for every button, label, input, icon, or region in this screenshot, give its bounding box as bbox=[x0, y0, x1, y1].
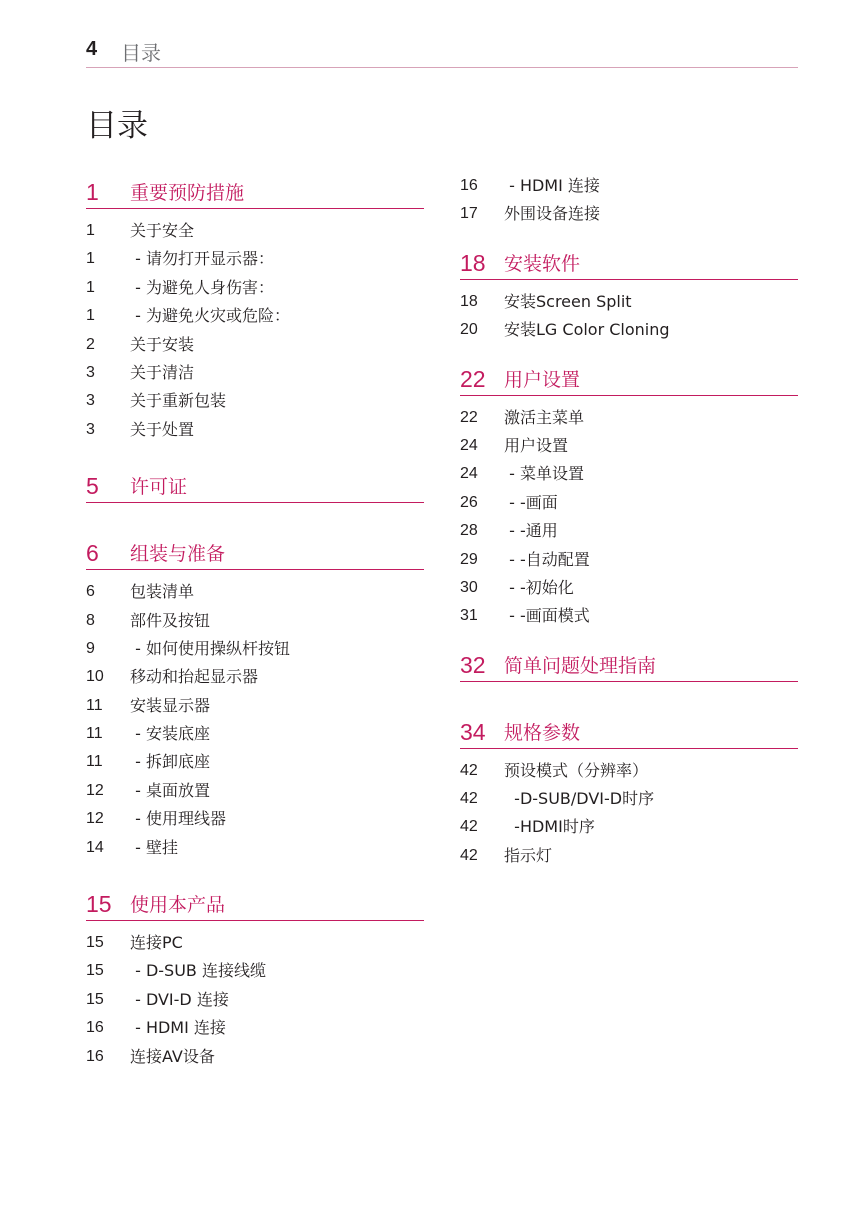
section-title: 重要预防措施 bbox=[130, 182, 245, 204]
toc-entry[interactable] bbox=[460, 602, 798, 630]
toc-entry[interactable] bbox=[460, 785, 798, 813]
toc-entry[interactable] bbox=[86, 777, 424, 805]
toc-entry-text: 安装LG Color Cloning bbox=[504, 320, 670, 340]
toc-entry[interactable] bbox=[86, 1043, 424, 1071]
toc-entry[interactable] bbox=[86, 805, 424, 833]
toc-entry[interactable] bbox=[86, 957, 424, 985]
toc-entry-page-number: 42 bbox=[460, 790, 478, 808]
section-heading[interactable] bbox=[460, 243, 798, 280]
toc-entry-text: - HDMI 连接 bbox=[130, 1018, 226, 1038]
toc-entry[interactable] bbox=[86, 635, 424, 663]
section-spacer bbox=[86, 444, 424, 466]
toc-entry-text: 用户设置 bbox=[504, 435, 569, 455]
toc-entry[interactable] bbox=[86, 834, 424, 862]
toc-entry-page-number: 11 bbox=[86, 696, 103, 714]
toc-entry-text: - D-SUB 连接线缆 bbox=[130, 961, 266, 981]
toc-left-column bbox=[86, 172, 424, 1071]
toc-entry[interactable] bbox=[460, 404, 798, 432]
toc-entry-page-number: 28 bbox=[460, 522, 478, 540]
toc-entry-text: 包装清单 bbox=[130, 582, 195, 602]
toc-entry[interactable] bbox=[86, 578, 424, 606]
toc-entry-page-number: 12 bbox=[86, 781, 104, 799]
toc-entry-page-number: 9 bbox=[86, 639, 95, 657]
section-heading[interactable] bbox=[460, 645, 798, 682]
toc-entry[interactable] bbox=[86, 692, 424, 720]
section-heading[interactable] bbox=[460, 712, 798, 749]
toc-entry-page-number: 2 bbox=[86, 335, 95, 353]
toc-entry-page-number: 15 bbox=[86, 990, 104, 1008]
toc-entry[interactable] bbox=[86, 748, 424, 776]
toc-entry-text: 关于清洁 bbox=[130, 362, 195, 382]
toc-entry-text: 激活主菜单 bbox=[504, 407, 585, 427]
toc-entry-page-number: 3 bbox=[86, 363, 95, 381]
toc-entry-page-number: 16 bbox=[460, 177, 478, 194]
section-title: 许可证 bbox=[130, 476, 188, 499]
toc-entry[interactable] bbox=[86, 387, 424, 415]
toc-entry[interactable] bbox=[460, 813, 798, 841]
toc-entry[interactable] bbox=[86, 245, 424, 273]
toc-entry-page-number: 14 bbox=[86, 838, 104, 856]
toc-entry-text: - 菜单设置 bbox=[504, 464, 584, 484]
toc-entry-page-number: 16 bbox=[86, 1019, 104, 1037]
toc-entry-page-number: 24 bbox=[460, 465, 478, 483]
toc-entry[interactable] bbox=[460, 842, 798, 870]
section-spacer bbox=[460, 345, 798, 359]
toc-entry-page-number: 42 bbox=[460, 818, 478, 836]
toc-entry-text: -HDMI时序 bbox=[504, 817, 595, 837]
toc-entry-text: - 拆卸底座 bbox=[130, 752, 210, 772]
section-title: 简单问题处理指南 bbox=[504, 654, 657, 677]
toc-entry-text: - -自动配置 bbox=[504, 549, 590, 569]
section-heading[interactable] bbox=[460, 359, 798, 396]
toc-entry-text: 关于安装 bbox=[130, 334, 195, 354]
section-page-number: 5 bbox=[86, 473, 99, 500]
toc-entry-page-number: 42 bbox=[460, 846, 478, 864]
toc-entry[interactable] bbox=[460, 316, 798, 344]
toc-entry-page-number: 6 bbox=[86, 583, 95, 601]
section-title: 使用本产品 bbox=[130, 894, 226, 917]
toc-entry-text: - -初始化 bbox=[504, 577, 574, 597]
section-heading[interactable] bbox=[86, 466, 424, 503]
toc-entry-page-number: 3 bbox=[86, 420, 95, 438]
section-spacer bbox=[86, 862, 424, 884]
toc-entry-page-number: 1 bbox=[86, 278, 95, 296]
section-heading[interactable] bbox=[86, 884, 424, 921]
page-title: 目录 bbox=[86, 108, 148, 144]
toc-entry-page-number: 26 bbox=[460, 493, 478, 511]
toc-entry-page-number: 11 bbox=[86, 725, 103, 743]
toc-entry-text: 安装显示器 bbox=[130, 695, 211, 715]
section-title: 规格参数 bbox=[504, 721, 581, 744]
toc-entry[interactable] bbox=[460, 546, 798, 574]
toc-entry-page-number: 31 bbox=[460, 607, 478, 625]
toc-entry-page-number: 12 bbox=[86, 810, 104, 828]
page-header bbox=[86, 34, 798, 68]
toc-entry-text: 指示灯 bbox=[504, 845, 553, 865]
toc-entry-page-number: 18 bbox=[460, 292, 478, 310]
toc-entry[interactable] bbox=[460, 460, 798, 488]
toc-entry-text: - 桌面放置 bbox=[130, 780, 210, 800]
section-page-number: 34 bbox=[460, 718, 486, 745]
toc-entry-page-number: 15 bbox=[86, 934, 104, 952]
section-page-number: 18 bbox=[460, 249, 486, 276]
toc-entry-page-number: 22 bbox=[460, 408, 478, 426]
toc-right-column bbox=[460, 172, 798, 870]
header-title: 目录 bbox=[121, 41, 161, 65]
toc-entry-page-number: 1 bbox=[86, 222, 95, 239]
section-page-number: 1 bbox=[86, 179, 99, 205]
section-title: 组装与准备 bbox=[130, 543, 226, 566]
toc-entry[interactable] bbox=[86, 416, 424, 444]
section-page-number: 32 bbox=[460, 651, 486, 678]
section-spacer bbox=[460, 690, 798, 712]
toc-entry-page-number: 30 bbox=[460, 578, 478, 596]
toc-entry-page-number: 20 bbox=[460, 321, 478, 339]
toc-entry-text: 预设模式（分辨率） bbox=[504, 760, 649, 780]
toc-entry-text: 外围设备连接 bbox=[504, 204, 601, 224]
toc-entry-text: -D-SUB/DVI-D时序 bbox=[504, 789, 655, 809]
header-page-number: 4 bbox=[86, 38, 98, 60]
section-title: 安装软件 bbox=[504, 252, 581, 275]
toc-entry[interactable] bbox=[460, 200, 798, 228]
toc-entry[interactable] bbox=[86, 274, 424, 302]
toc-entry-page-number: 42 bbox=[460, 761, 478, 779]
toc-entry-page-number: 1 bbox=[86, 307, 95, 325]
toc-entry[interactable] bbox=[86, 663, 424, 691]
toc-entry-page-number: 24 bbox=[460, 436, 478, 454]
toc-entry[interactable] bbox=[86, 607, 424, 635]
toc-entry[interactable] bbox=[86, 302, 424, 330]
toc-entry-page-number: 16 bbox=[86, 1047, 104, 1065]
toc-entry-text: - -画面 bbox=[504, 492, 558, 512]
toc-entry-page-number: 8 bbox=[86, 611, 95, 629]
toc-entry[interactable] bbox=[460, 517, 798, 545]
toc-entry-text: - 壁挂 bbox=[130, 837, 178, 857]
toc-entry-page-number: 15 bbox=[86, 962, 104, 980]
toc-entry-page-number: 17 bbox=[460, 205, 478, 223]
toc-entry[interactable] bbox=[460, 757, 798, 785]
toc-entry[interactable] bbox=[460, 574, 798, 602]
toc-entry[interactable] bbox=[86, 331, 424, 359]
section-heading[interactable] bbox=[86, 172, 424, 209]
toc-entry-text: - 使用理线器 bbox=[130, 809, 226, 829]
toc-entry[interactable] bbox=[460, 432, 798, 460]
toc-entry-text: - 安装底座 bbox=[130, 724, 210, 744]
toc-entry-text: 安装Screen Split bbox=[504, 291, 632, 311]
toc-entry-text: - DVI-D 连接 bbox=[130, 989, 229, 1009]
toc-entry-text: 关于重新包装 bbox=[130, 391, 227, 411]
toc-entry-text: 连接AV设备 bbox=[130, 1046, 215, 1066]
toc-entry-page-number: 11 bbox=[86, 753, 103, 771]
toc-entry[interactable] bbox=[86, 1014, 424, 1042]
toc-entry[interactable] bbox=[86, 359, 424, 387]
toc-entry-text: 关于处置 bbox=[130, 419, 195, 439]
toc-entry-text: - 如何使用操纵杆按钮 bbox=[130, 638, 290, 658]
section-spacer bbox=[460, 631, 798, 645]
toc-entry[interactable] bbox=[460, 172, 798, 200]
toc-entry[interactable] bbox=[86, 217, 424, 245]
toc-entry-text: 连接PC bbox=[130, 933, 183, 953]
section-spacer bbox=[86, 511, 424, 533]
section-spacer bbox=[460, 229, 798, 243]
toc-entry-text: - -画面模式 bbox=[504, 606, 590, 626]
toc-entry-page-number: 3 bbox=[86, 392, 95, 410]
toc-entry-text: 移动和抬起显示器 bbox=[130, 667, 259, 687]
section-title: 用户设置 bbox=[504, 368, 581, 391]
toc-entry-text: - HDMI 连接 bbox=[504, 176, 600, 195]
toc-entry-text: - 为避免火灾或危险： bbox=[130, 306, 290, 326]
section-page-number: 15 bbox=[86, 891, 112, 918]
section-heading[interactable] bbox=[86, 533, 424, 570]
toc-entry-text: - -通用 bbox=[504, 521, 558, 541]
toc-entry-text: - 请勿打开显示器： bbox=[130, 249, 274, 269]
toc-entry-text: - 为避免人身伤害： bbox=[130, 277, 274, 297]
toc-entry-page-number: 10 bbox=[86, 668, 104, 686]
toc-entry[interactable] bbox=[86, 986, 424, 1014]
toc-entry[interactable] bbox=[460, 288, 798, 316]
section-page-number: 22 bbox=[460, 365, 486, 392]
toc-entry-text: 关于安全 bbox=[130, 221, 195, 240]
toc-entry-text: 部件及按钮 bbox=[130, 610, 211, 630]
toc-entry[interactable] bbox=[86, 929, 424, 957]
toc-entry-page-number: 1 bbox=[86, 250, 95, 268]
section-page-number: 6 bbox=[86, 540, 99, 567]
toc-entry-page-number: 29 bbox=[460, 550, 478, 568]
toc-entry[interactable] bbox=[86, 720, 424, 748]
toc-entry[interactable] bbox=[460, 489, 798, 517]
